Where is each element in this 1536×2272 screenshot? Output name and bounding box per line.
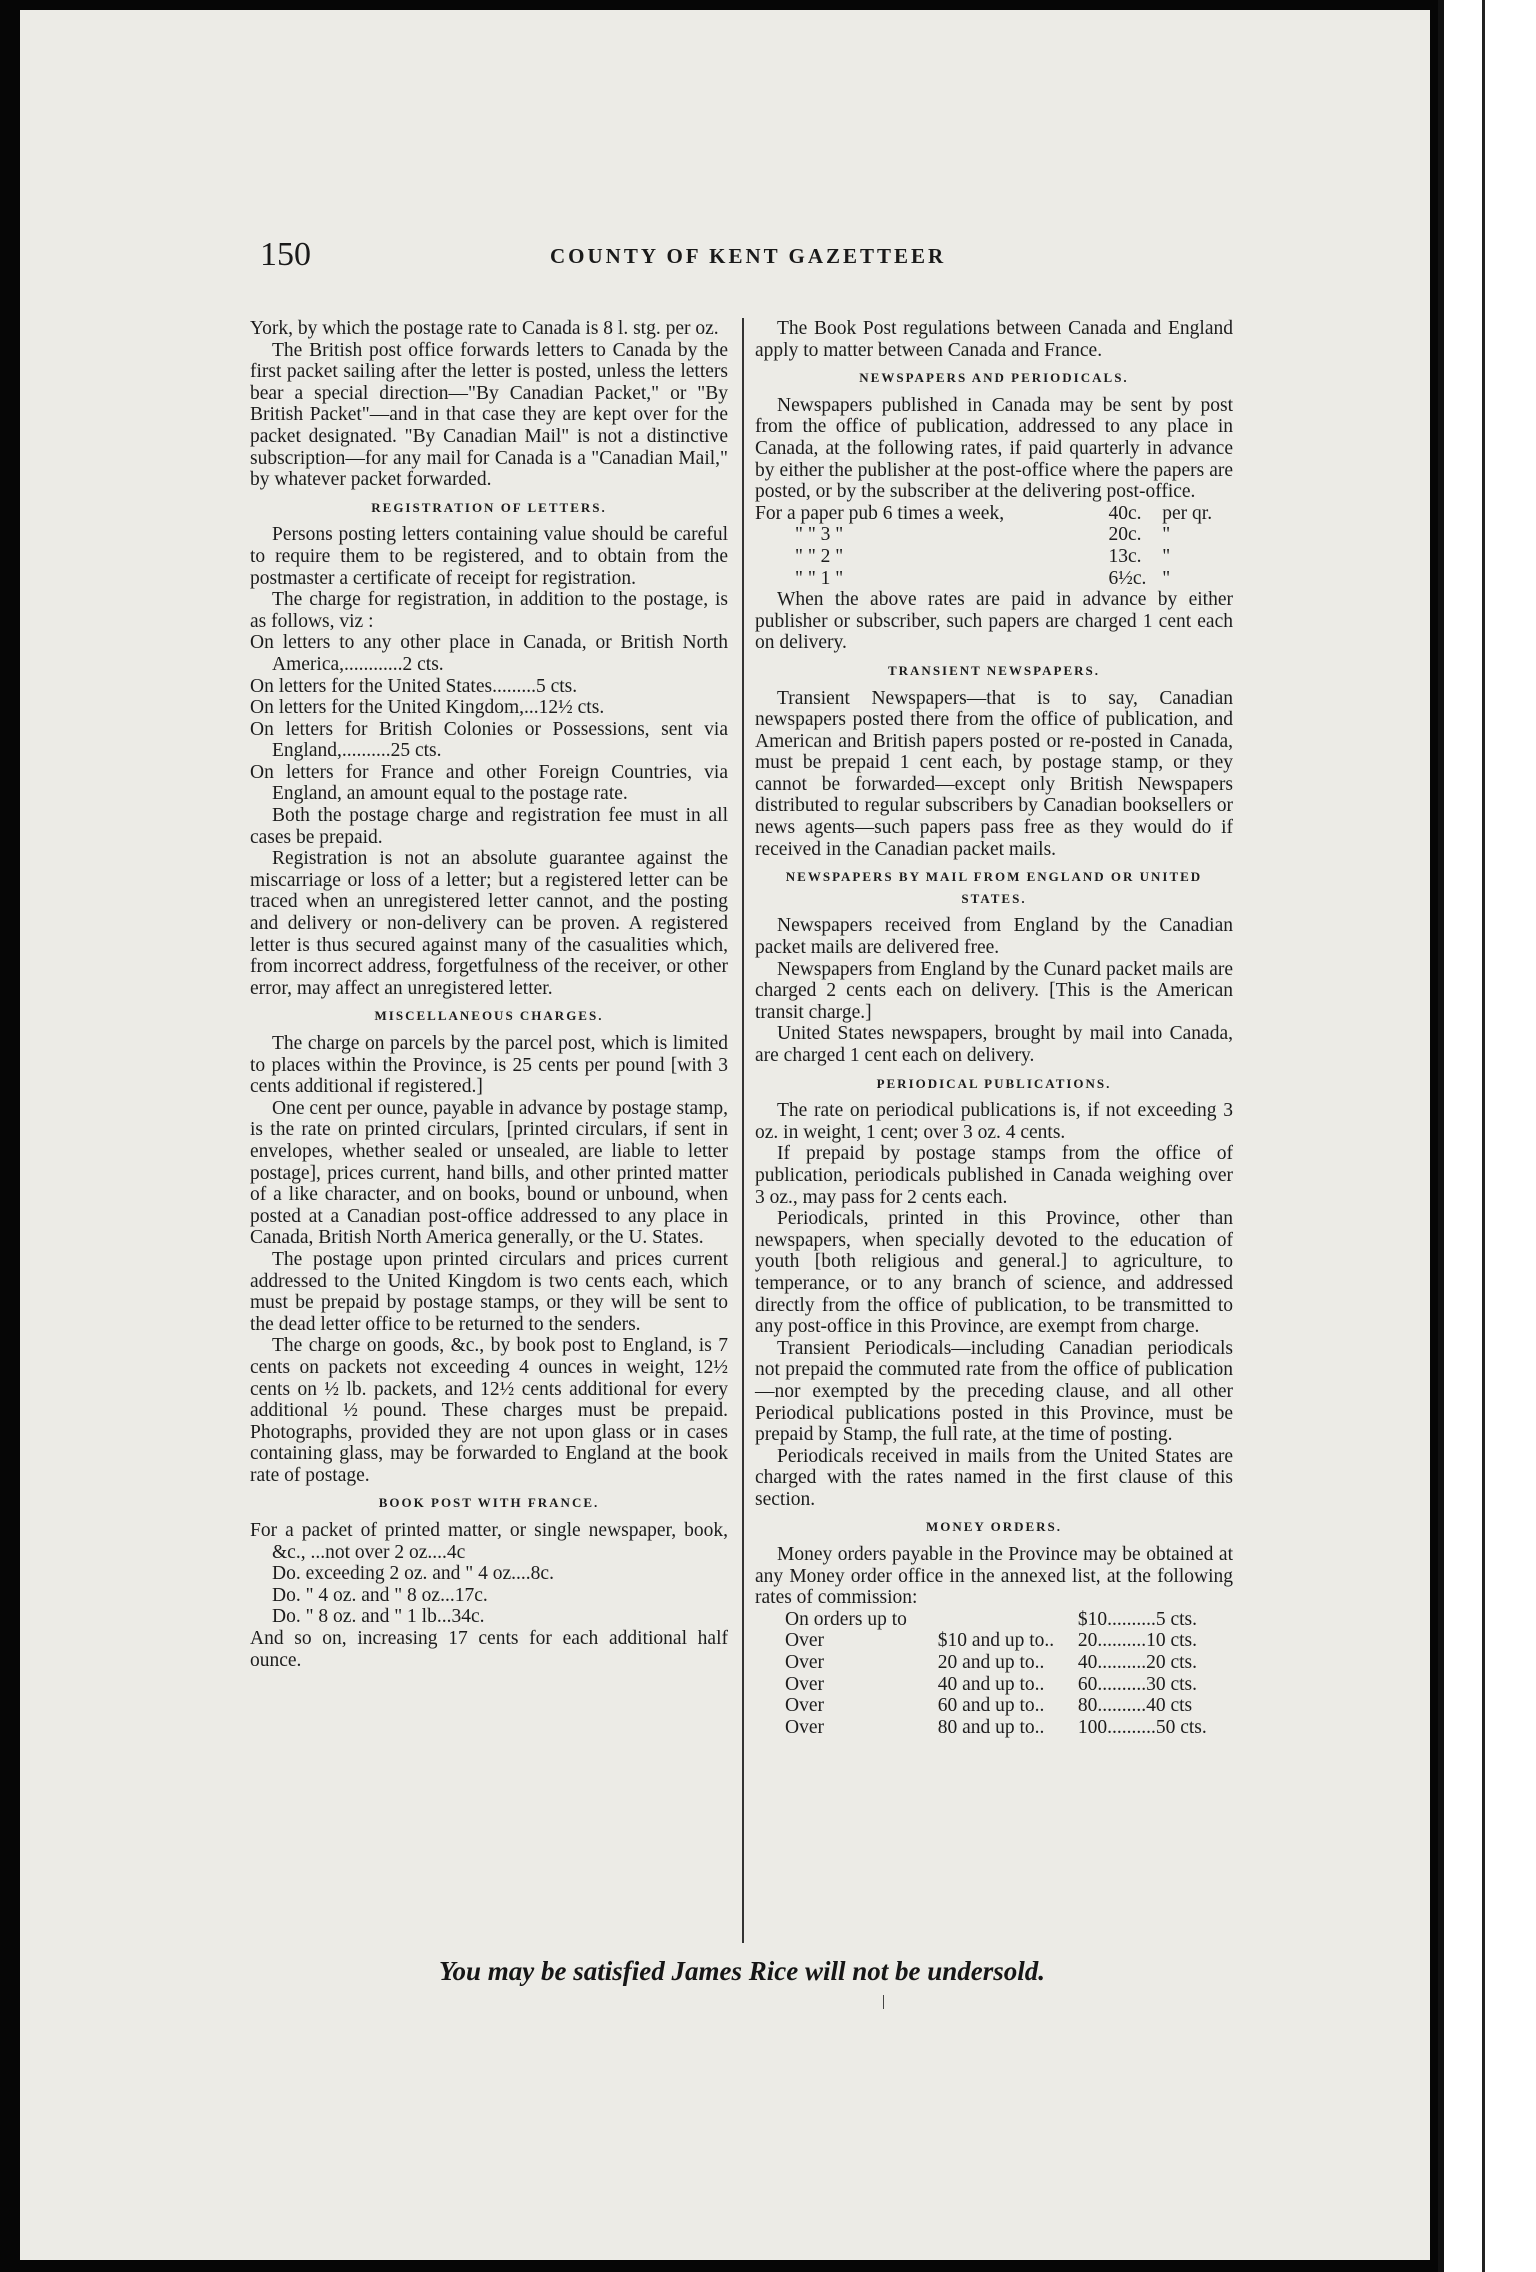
table-cell: On orders up to: [785, 1608, 907, 1630]
table-cell: Over: [785, 1695, 824, 1717]
list-item: Do. " 4 oz. and " 8 oz...17c.: [272, 1584, 488, 1606]
advertisement-footer: You may be satisfied James Rice will not be undersold.: [439, 1956, 1045, 1986]
table-cell: ": [1162, 545, 1171, 567]
paragraph: Registration is not an absolute guarantee against the miscarriage or loss of a letter; but a registered letter can be traced when an unregistered letter cannot, and the posting and delivery or non-delivery can be proven. A registered letter is thus secured against many of the casualities which, from incorrect address, forgetfulness of the receiver, or other error, may affect an unregistered letter.: [250, 848, 728, 999]
paragraph: The British post office forwards letters to Canada by the first packet sailing after the letter is posted, unless the letters bear a special direction—"By Canadian Packet," or "By British Packet"—and in that case they are kept over for the packet designated. "By Canadian Mail" is not a distinctive subscription—for any mail for Canada is a "Canadian Mail," by whatever packet forwarded.: [250, 339, 728, 491]
column-divider: [742, 318, 744, 1943]
money-order-table: [755, 1609, 1233, 1739]
newspaper-rates-table: [755, 503, 1233, 589]
paragraph: Money orders payable in the Province may be obtained at any Money order office in the annexed list, at the following rates of commission:: [755, 1544, 1233, 1609]
scan-edge: [1438, 0, 1536, 2272]
table-row: [755, 1674, 1233, 1696]
table-cell: Over: [785, 1673, 824, 1695]
table-cell: Over: [785, 1716, 824, 1738]
table-row: [755, 1630, 1233, 1652]
table-cell: $10..........5 cts.: [1077, 1608, 1198, 1630]
list-item: On letters for the United Kingdom,...12½ cts.: [250, 697, 605, 719]
table-cell: 6½c.: [1108, 567, 1147, 589]
paragraph: Newspapers from England by the Cunard packet mails are charged 2 cents each on delivery. [This is the American transit charge.]: [755, 958, 1233, 1023]
section-heading: MISCELLANEOUS CHARGES.: [374, 1008, 604, 1024]
list-item: On letters for British Colonies or Possessions, sent via England,..........25 cts.: [250, 718, 728, 762]
table-cell: For a paper pub 6 times a week,: [755, 502, 1005, 524]
section-heading: NEWSPAPERS AND PERIODICALS.: [859, 370, 1129, 386]
table-cell: Over: [785, 1630, 824, 1652]
list-item: On letters for the United States.........5 cts.: [250, 675, 578, 697]
table-row: [755, 1717, 1233, 1739]
table-cell: [938, 1609, 1078, 1631]
table-cell: 20 and up to..: [937, 1652, 1045, 1674]
paragraph: If prepaid by postage stamps from the office of publication, periodicals published in Canada weighing over 3 oz., may pass for 2 cents each.: [755, 1143, 1233, 1208]
table-row: [755, 568, 1233, 590]
list-item: For a packet of printed matter, or single newspaper, book, &c., ...not over 2 oz....4c: [250, 1520, 728, 1563]
section-heading: TRANSIENT NEWSPAPERS.: [887, 662, 1100, 678]
paragraph: Newspapers published in Canada may be sent by post from the office of publication, addressed to any place in Canada, at the following rates, if paid quarterly in advance by either the publisher at the post-office where the papers are posted, or by the subscriber at the delivering post-office.: [755, 394, 1233, 503]
right-column: [755, 318, 1233, 1738]
table-row: [755, 1609, 1233, 1631]
paragraph: When the above rates are paid in advance by either publisher or subscriber, such papers are charged 1 cent each on delivery.: [755, 589, 1233, 654]
section-heading: PERIODICAL PUBLICATIONS.: [876, 1075, 1112, 1091]
paragraph: Periodicals received in mails from the United States are charged with the rates named in the first clause of this section.: [755, 1445, 1233, 1510]
paragraph: One cent per ounce, payable in advance by postage stamp, is the rate on printed circulars, [printed circulars, if sent in envelopes, whether sealed or unsealed, are liable to letter postage], prices current, hand bills, and other printed matter of a like character, and on books, bound or unbound, when posted at a Canadian post-office addressed to any place in Canada, British North America generally, or the U. States.: [250, 1097, 728, 1249]
paragraph: The charge on goods, &c., by book post to England, is 7 cents on packets not exceeding 4 ounces in weight, 12½ cents on ½ lb. packets, and 12½ cents additional for every additional ½ pound. These charges must be prepaid. Photographs, provided they are not upon glass or in cases containing glass, may be forwarded to England at the book rate of postage.: [250, 1335, 728, 1486]
page-header: [240, 236, 1240, 276]
paragraph: United States newspapers, brought by mail into Canada, are charged 1 cent each on delivery.: [755, 1023, 1233, 1066]
paragraph: The rate on periodical publications is, if not exceeding 3 oz. in weight, 1 cent; over 3 oz. 4 cents.: [755, 1100, 1233, 1143]
left-column: [250, 318, 728, 1671]
paragraph: And so on, increasing 17 cents for each additional half ounce.: [250, 1628, 728, 1671]
paragraph: Transient Periodicals—including Canadian periodicals not prepaid the commuted rate from the office of publication—nor exempted by the preceding clause, and all other Periodical publications posted in this Province, must be prepaid by Stamp, the full rate, at the time of posting.: [755, 1337, 1233, 1446]
paragraph: York, by which the postage rate to Canada is 8 l. stg. per oz.: [250, 318, 719, 339]
table-cell: 20..........10 cts.: [1077, 1630, 1198, 1652]
table-cell: " " 3 ": [795, 524, 844, 546]
table-cell: 60 and up to..: [937, 1695, 1045, 1717]
table-cell: ": [1162, 567, 1171, 589]
table-row: [755, 1695, 1233, 1717]
table-row: [755, 1652, 1233, 1674]
page-number: 150: [260, 236, 311, 273]
table-cell: 80 and up to..: [937, 1716, 1045, 1738]
table-cell: 60..........30 cts.: [1077, 1673, 1198, 1695]
paragraph: Newspapers received from England by the Canadian packet mails are delivered free.: [755, 915, 1233, 959]
table-row: [755, 524, 1233, 546]
section-heading: MONEY ORDERS.: [925, 1519, 1063, 1535]
table-cell: 13c.: [1108, 545, 1142, 567]
running-title: COUNTY OF KENT GAZETTEER: [550, 244, 947, 268]
list-item: On letters to any other place in Canada, or British North America,............2 cts.: [250, 632, 728, 675]
paragraph: Transient Newspapers—that is to say, Canadian newspapers posted there from the office of publication, and American and British papers posted or re-posted in Canada, must be prepaid 1 cent each, by postage stamp, or they cannot be forwarded—except only British Newspapers distributed to regular subscribers by Canadian booksellers or news agents—such papers pass free as they would do if received in the Canadian packet mails.: [755, 687, 1233, 860]
table-row: [755, 503, 1233, 525]
paragraph: Periodicals, printed in this Province, other than newspapers, when specially devoted to the education of youth [both religious and general.] to agriculture, to temperance, or to any branch of science, and addressed directly from the office of publication, to be transmitted to any post-office in this Province, are exempt from charge.: [755, 1208, 1233, 1338]
scan-edge-line: [1482, 0, 1485, 2272]
table-cell: ": [1162, 524, 1171, 546]
paragraph: The charge on parcels by the parcel post, which is limited to places within the Province, is 25 cents per pound [with 3 cents additional if registered.]: [250, 1033, 728, 1098]
table-cell: " " 1 ": [795, 567, 844, 589]
list-item: On letters for France and other Foreign Countries, via England, an amount equal to the postage rate.: [250, 761, 728, 805]
table-row: [755, 546, 1233, 568]
print-mark: [883, 1995, 884, 2009]
list-item: Do. exceeding 2 oz. and " 4 oz....8c.: [272, 1563, 554, 1585]
table-cell: 40c.: [1108, 502, 1142, 524]
table-cell: per qr.: [1162, 502, 1213, 524]
table-cell: 100..........50 cts.: [1077, 1716, 1207, 1738]
paragraph: The Book Post regulations between Canada and England apply to matter between Canada and France.: [755, 318, 1233, 361]
paragraph: The charge for registration, in addition to the postage, is as follows, viz :: [250, 589, 728, 632]
section-heading: NEWSPAPERS BY MAIL FROM ENGLAND OR UNITED STATES.: [785, 869, 1203, 906]
table-cell: 80..........40 cts: [1077, 1695, 1193, 1717]
table-cell: 20c.: [1108, 524, 1142, 546]
paragraph: The postage upon printed circulars and prices current addressed to the United Kingdom is two cents each, which must be prepaid by postage stamps, or they will be sent to the dead letter office to be returned to the senders.: [250, 1248, 728, 1335]
paragraph: Persons posting letters containing value should be careful to require them to be registered, and to obtain from the postmaster a certificate of receipt for registration.: [250, 524, 728, 589]
table-cell: 40 and up to..: [937, 1673, 1045, 1695]
paragraph: Both the postage charge and registration fee must in all cases be prepaid.: [250, 805, 728, 848]
table-cell: " " 2 ": [795, 545, 844, 567]
list-item: Do. " 8 oz. and " 1 lb...34c.: [272, 1606, 485, 1628]
table-cell: $10 and up to..: [937, 1630, 1055, 1652]
section-heading: BOOK POST WITH FRANCE.: [378, 1495, 600, 1511]
table-cell: 40..........20 cts.: [1077, 1652, 1198, 1674]
table-cell: Over: [785, 1652, 824, 1674]
section-heading: REGISTRATION OF LETTERS.: [371, 499, 607, 515]
